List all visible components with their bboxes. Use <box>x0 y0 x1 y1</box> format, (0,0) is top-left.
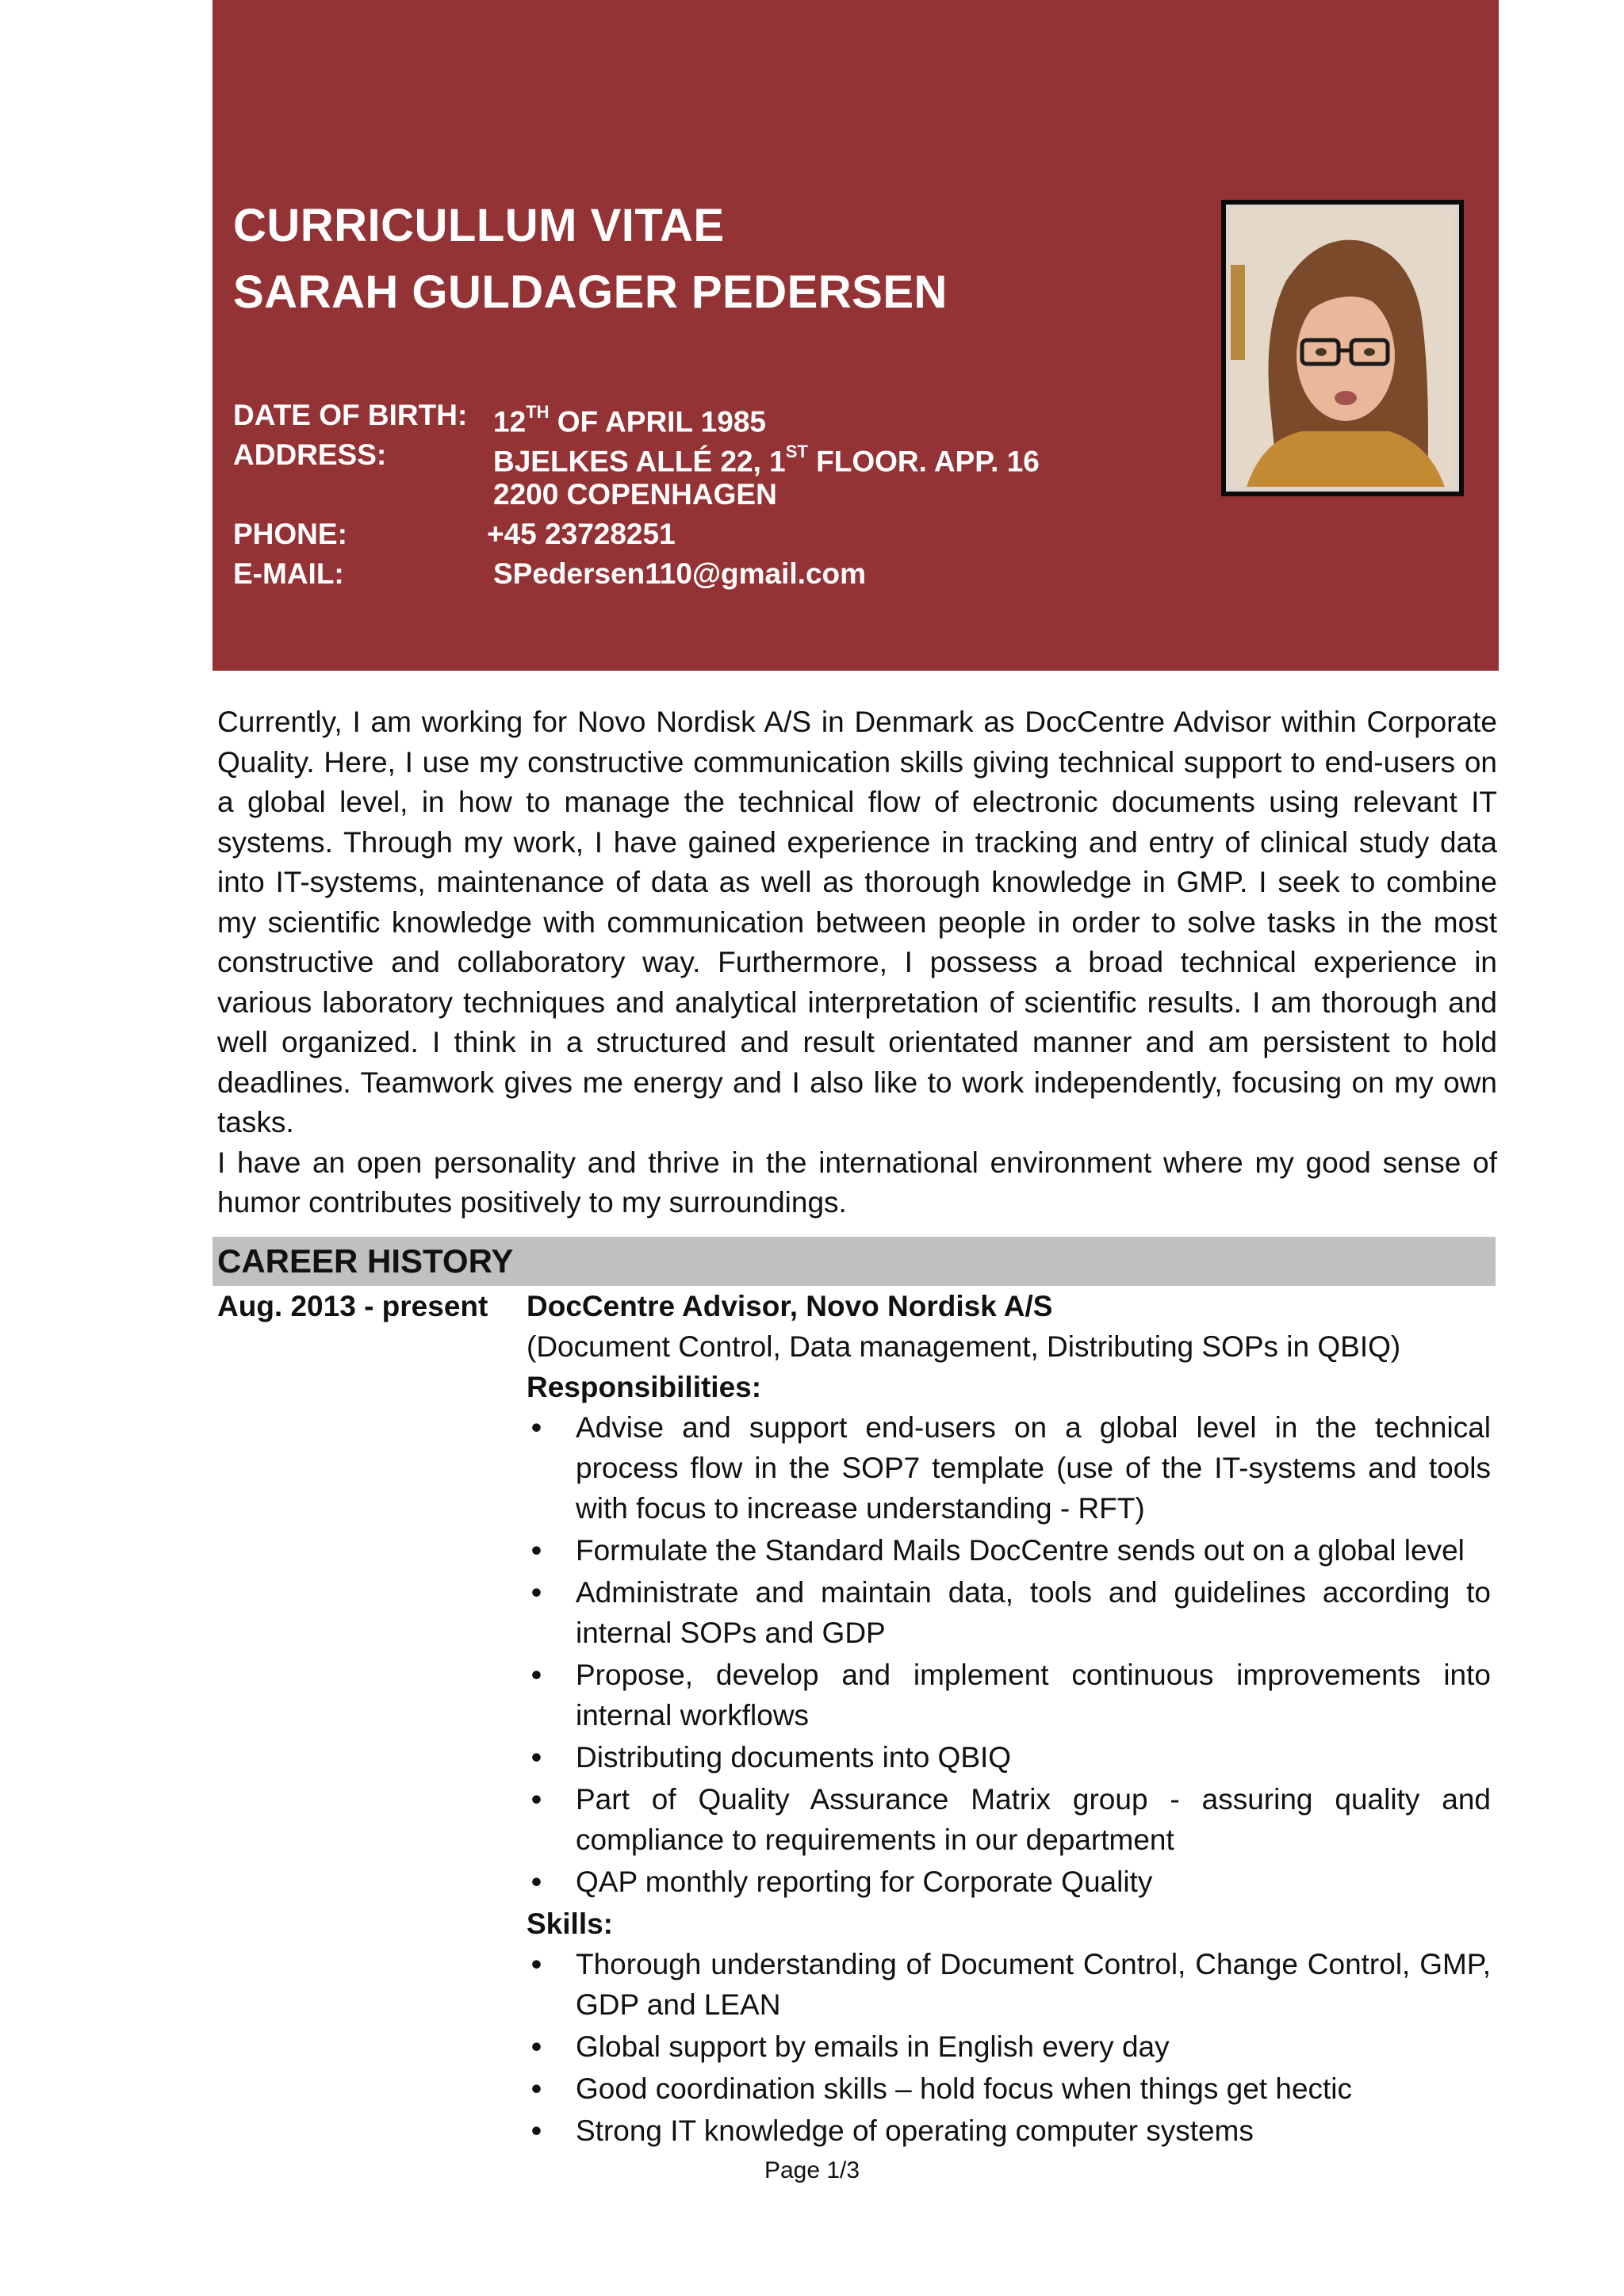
bullet-icon: • <box>531 2030 542 2063</box>
bullet-icon: • <box>531 2114 542 2147</box>
list-item: • Formulate the Standard Mails DocCentre sends out on a global level <box>527 1530 1491 1571</box>
list-item: • Propose, develop and implement continuous improvements into internal workflows <box>527 1655 1491 1735</box>
cv-name: SARAH GULDAGER PEDERSEN <box>233 266 948 318</box>
page-number: Page 1/3 <box>764 2157 860 2183</box>
bullet-icon: • <box>531 1948 542 1980</box>
phone-label: PHONE: <box>233 518 347 550</box>
portrait-photo <box>1226 205 1459 492</box>
photo-frame <box>1221 200 1464 496</box>
list-item: • QAP monthly reporting for Corporate Quality <box>527 1862 1491 1902</box>
dob-label: DATE OF BIRTH: <box>233 399 468 431</box>
list-item: • Part of Quality Assurance Matrix group - assuring quality and compliance to requirements in our department <box>527 1779 1491 1860</box>
email-value: SPedersen110@gmail.com <box>493 557 867 590</box>
intro-paragraph-2: I have an open personality and thrive in the international environment where my good sense of humor contributes positively to my surroundings. <box>217 1146 1497 1219</box>
skills-heading: Skills: <box>527 1908 613 1940</box>
career-history-title: CAREER HISTORY <box>217 1242 514 1280</box>
job-title: DocCentre Advisor, Novo Nordisk A/S <box>527 1290 1053 1322</box>
portrait-illustration <box>1231 209 1454 487</box>
skills-list <box>527 1944 1491 2151</box>
bullet-icon: • <box>531 1783 542 1816</box>
list-item: • Strong IT knowledge of operating computer systems <box>527 2110 1491 2151</box>
list-item: • Global support by emails in English every day <box>527 2026 1491 2067</box>
career-period: Aug. 2013 - present <box>217 1290 488 1322</box>
phone-value: +45 23728251 <box>487 518 676 550</box>
responsibilities-heading: Responsibilities: <box>527 1371 762 1403</box>
bullet-icon: • <box>531 1866 542 1898</box>
intro-summary <box>217 702 1497 1223</box>
list-item: • Good coordination skills – hold focus when things get hectic <box>527 2068 1491 2109</box>
bullet-icon: • <box>531 1659 542 1691</box>
cv-header <box>213 0 1499 671</box>
address-street: BJELKES ALLÉ 22, 1ST FLOOR. APP. 16 <box>493 442 1040 478</box>
list-item: • Advise and support end-users on a global level in the technical process flow in the SOP7 template (use of the IT-systems and tools with focus to increase understanding - RFT) <box>527 1407 1491 1529</box>
bullet-icon: • <box>531 1741 542 1774</box>
intro-paragraph-1: Currently, I am working for Novo Nordisk A/S in Denmark as DocCentre Advisor within Corporate Quality. Here, I use my constructive communication skills giving technical support to end-users on a global level, in how to manage the technical flow of electronic documents using relevant IT systems. Through my work, I have gained experience in tracking and entry of clinical study data into IT-systems, maintenance of data as well as thorough knowledge in GMP. I seek to combine my scientific knowledge with communication between people in order to solve tasks in the most constructive and collaboratory way. Furthermore, I possess a broad technical experience in various laboratory techniques and analytical interpretation of scientific results. I am thorough and well organized. I think in a structured and result orientated manner and am persistent to hold deadlines. Teamwork gives me energy and I also like to work independently, focusing on my own tasks. <box>217 706 1497 1138</box>
career-history-bar <box>213 1237 1496 1286</box>
bullet-icon: • <box>531 2072 542 2105</box>
bullet-icon: • <box>531 1576 542 1609</box>
list-item: • Distributing documents into QBIQ <box>527 1737 1491 1777</box>
dob-value: 12TH OF APRIL 1985 <box>493 402 766 438</box>
job-details <box>527 1286 1491 2152</box>
list-item: • Administrate and maintain data, tools and guidelines according to internal SOPs and GDP <box>527 1572 1491 1653</box>
cv-title: CURRICULLUM VITAE <box>233 200 725 251</box>
responsibilities-list <box>527 1407 1491 1902</box>
address-city: 2200 COPENHAGEN <box>493 478 777 511</box>
list-item: • Thorough understanding of Document Control, Change Control, GMP, GDP and LEAN <box>527 1944 1491 2025</box>
email-label: E-MAIL: <box>233 557 344 590</box>
bullet-icon: • <box>531 1411 542 1444</box>
address-label: ADDRESS: <box>233 438 387 471</box>
job-subtitle: (Document Control, Data management, Distributing SOPs in QBIQ) <box>527 1330 1401 1363</box>
bullet-icon: • <box>531 1534 542 1567</box>
